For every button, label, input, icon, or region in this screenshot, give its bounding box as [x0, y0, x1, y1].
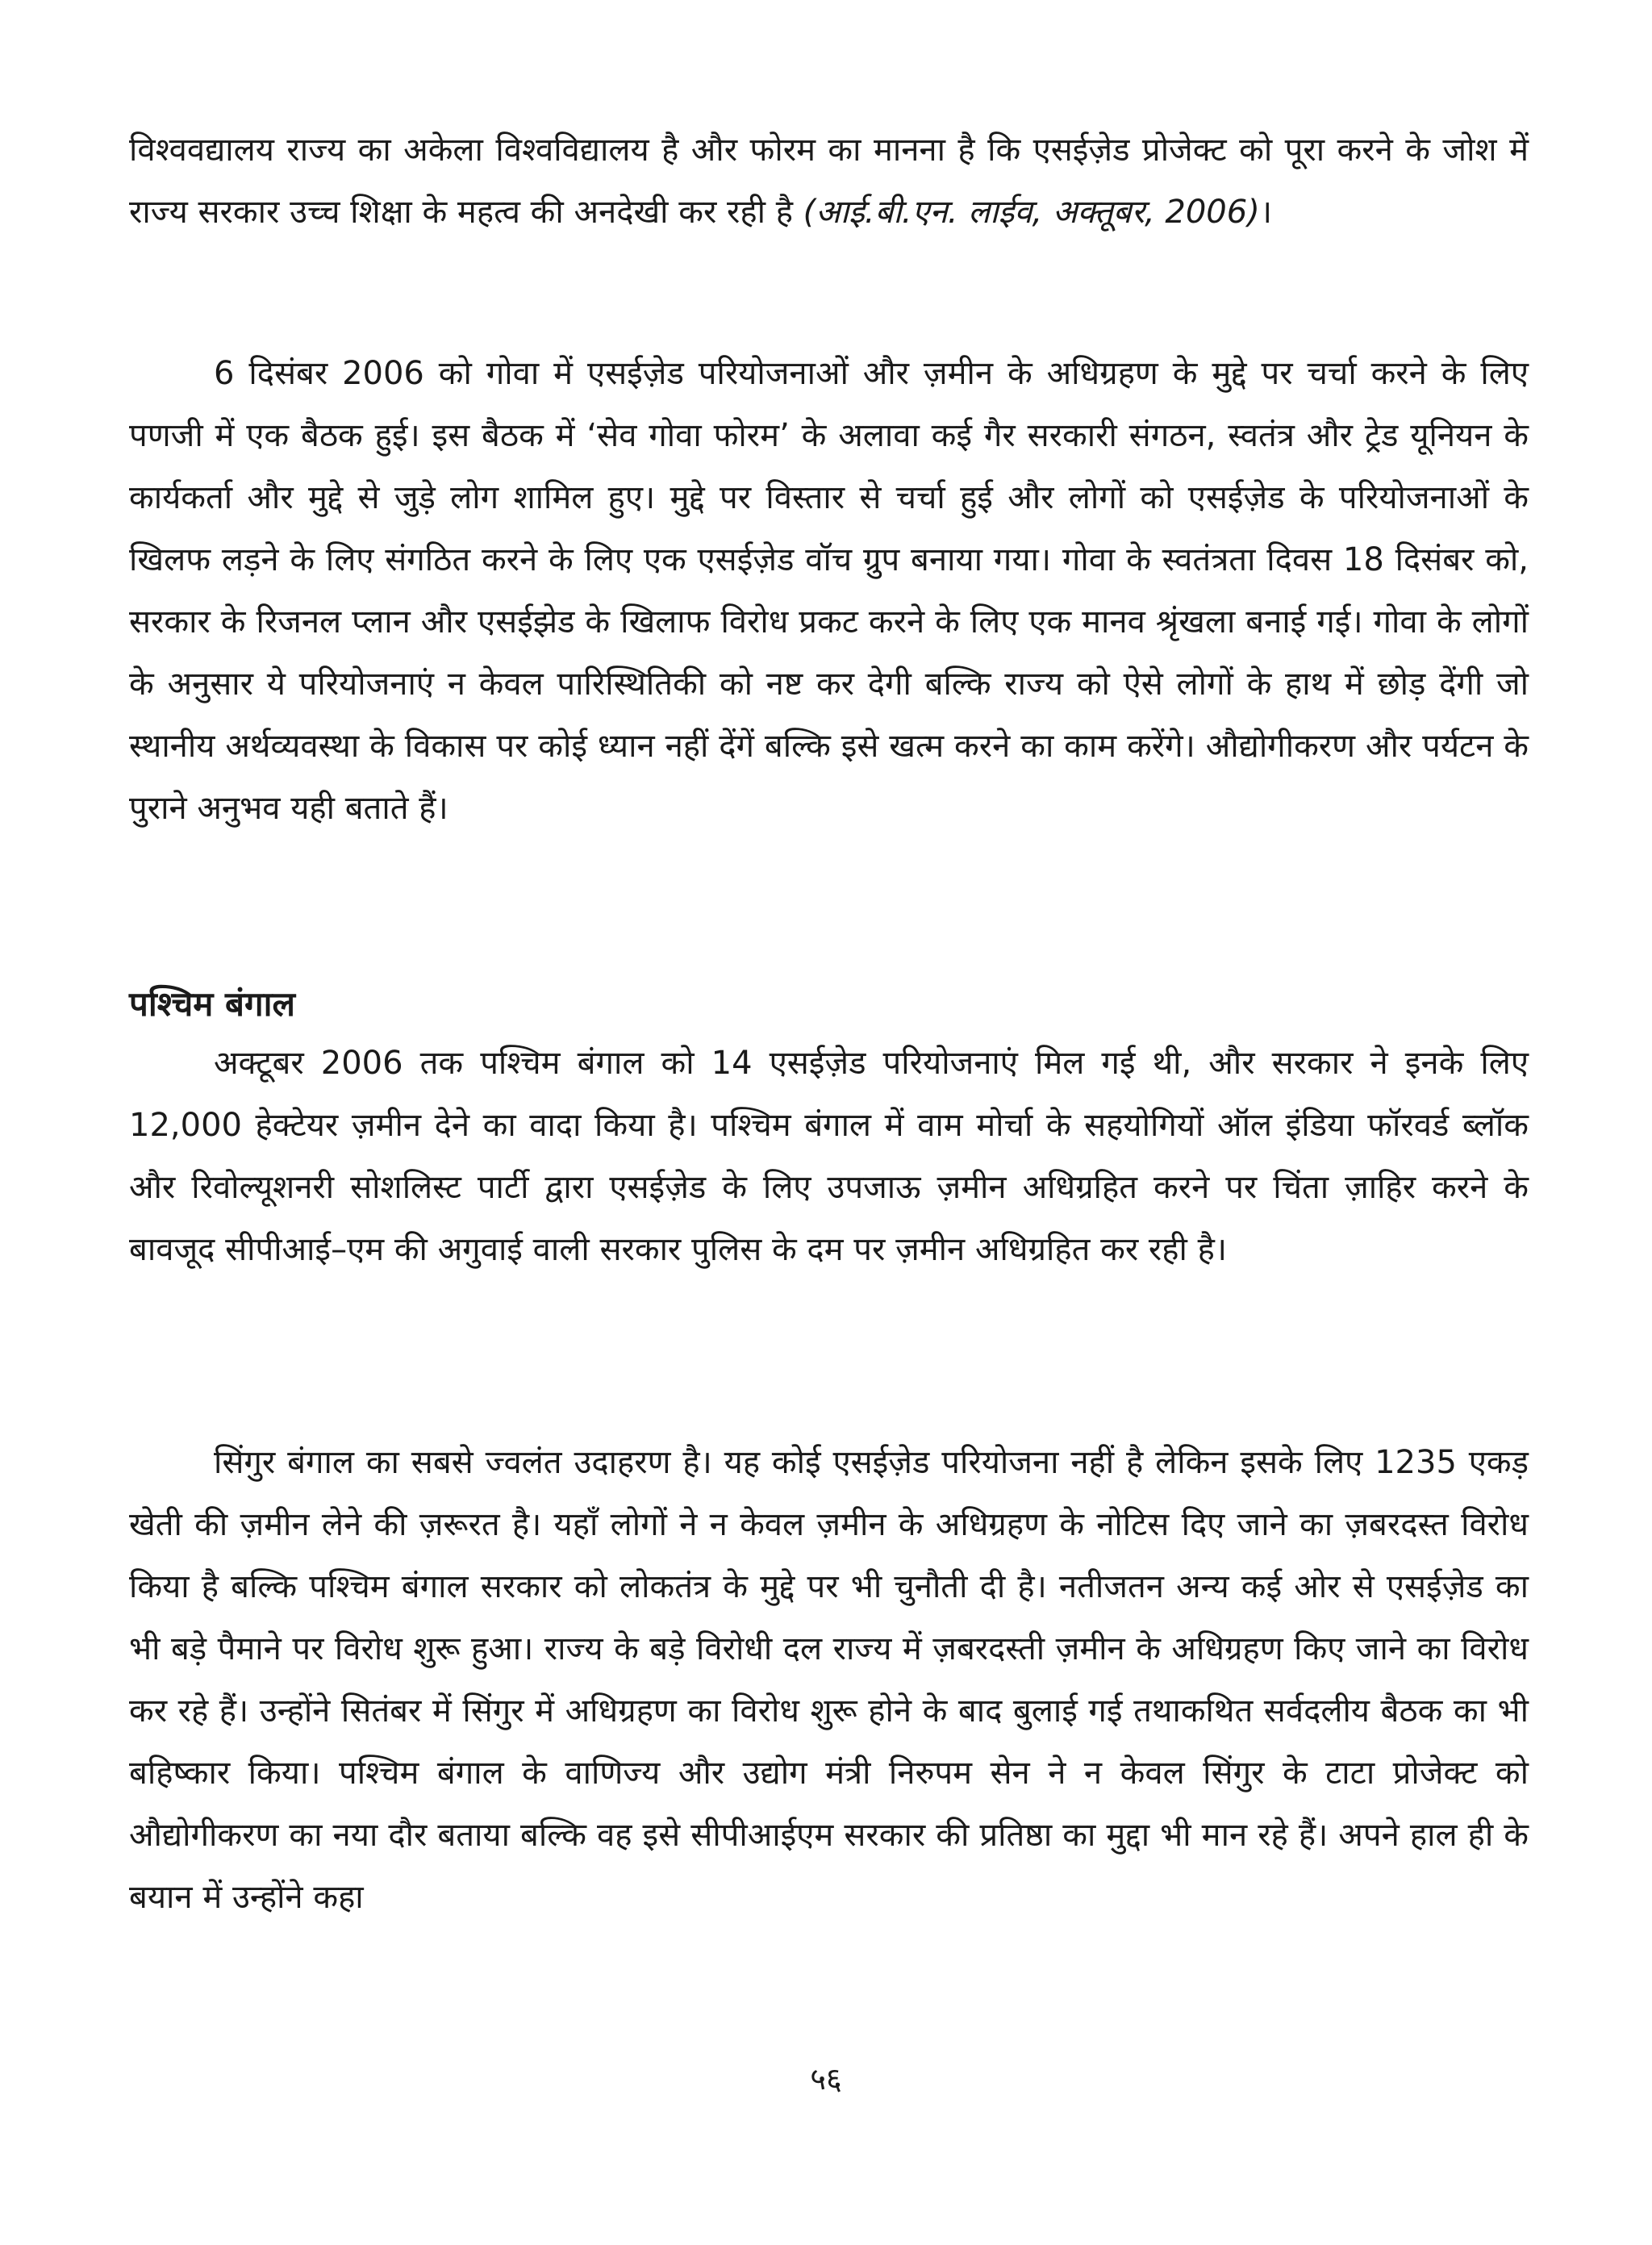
paragraph-1-end: । [1259, 194, 1272, 231]
section-heading: पश्चिम बंगाल [129, 984, 295, 1024]
paragraph-1-text: विश्ववद्यालय राज्य का अकेला विश्वविद्यालय है और फोरम का मानना है कि एसईज़ेड प्रोजेक्ट को पूरा करने के जोश में राज्य सरकार उच्च शिक्षा के महत्व की अनदेखी कर रही है [129, 131, 1529, 231]
page-number: ५६ [810, 2061, 842, 2097]
paragraph-west-bengal: अक्टूबर 2006 तक पश्चिम बंगाल को 14 एसईज़ेड परियोजनाएं मिल गई थी, और सरकार ने इनके लिए 12,000 हेक्टेयर ज़मीन देने का वादा किया है। पश्चिम बंगाल में वाम मोर्चा के सहयोगियों ऑल इंडिया फॉरवर्ड ब्लॉक और रिवोल्यूशनरी सोशलिस्ट पार्टी द्वारा एसईज़ेड के लिए उपजाऊ ज़मीन अधिग्रहित करने पर चिंता ज़ाहिर करने के बावजूद सीपीआई–एम की अगुवाई वाली सरकार पुलिस के दम पर ज़मीन अधिग्रहित कर रही है। [129, 1045, 1529, 1268]
paragraph-singur: सिंगुर बंगाल का सबसे ज्वलंत उदाहरण है। यह कोई एसईज़ेड परियोजना नहीं है लेकिन इसके लिए 1235 एकड़ खेती की ज़मीन लेने की ज़रूरत है। यहाँ लोगों ने न केवल ज़मीन के अधिग्रहण के नोटिस दिए जाने का ज़बरदस्त विरोध किया है बल्कि पश्चिम बंगाल सरकार को लोकतंत्र के मुद्दे पर भी चुनौती दी है। नतीजतन अन्य कई ओर से एसईज़ेड का भी बड़े पैमाने पर विरोध शुरू हुआ। राज्य के बड़े विरोधी दल राज्य में ज़बरदस्ती ज़मीन के अधिग्रहण किए जाने का विरोध कर रहे हैं। उन्होंने सितंबर में सिंगुर में अधिग्रहण का विरोध शुरू होने के बाद बुलाई गई तथाकथित सर्वदलीय बैठक का भी बहिष्कार किया। पश्चिम बंगाल के वाणिज्य और उद्योग मंत्री निरुपम सेन ने न केवल सिंगुर के टाटा प्रोजेक्ट को औद्योगीकरण का नया दौर बताया बल्कि वह इसे सीपीआईएम सरकार की प्रतिष्ठा का मुद्दा भी मान रहे हैं। अपने हाल ही के बयान में उन्होंने कहा [129, 1444, 1529, 1916]
paragraph-goa-meeting: 6 दिसंबर 2006 को गोवा में एसईज़ेड परियोजनाओं और ज़मीन के अधिग्रहण के मुद्दे पर चर्चा करने के लिए पणजी में एक बैठक हुई। इस बैठक में ‘सेव गोवा फोरम’ के अलावा कई गैर सरकारी संगठन, स्वतंत्र और ट्रेड यूनियन के कार्यकर्ता और मुद्दे से जुड़े लोग शामिल हुए। मुद्दे पर विस्तार से चर्चा हुई और लोगों को एसईज़ेड के परियोजनाओं के खिलफ लड़ने के लिए संगठित करने के लिए एक एसईज़ेड वॉच ग्रुप बनाया गया। गोवा के स्वतंत्रता दिवस 18 दिसंबर को, सरकार के रिजनल प्लान और एसईझेड के खिलाफ विरोध प्रकट करने के लिए एक मानव श्रृंखला बनाई गई। गोवा के लोगों के अनुसार ये परियोजनाएं न केवल पारिस्थितिकी को नष्ट कर देगी बल्कि राज्य को ऐसे लोगों के हाथ में छोड़ देंगी जो स्थानीय अर्थव्यवस्था के विकास पर कोई ध्यान नहीं देंगें बल्कि इसे खत्म करने का काम करेंगे। औद्योगीकरण और पर्यटन के पुराने अनुभव यही बताते हैं। [129, 355, 1529, 827]
citation: (आई.बी.एन. लाईव, अक्तूबर, 2006) [803, 194, 1260, 231]
paragraph-continued [129, 119, 1529, 244]
